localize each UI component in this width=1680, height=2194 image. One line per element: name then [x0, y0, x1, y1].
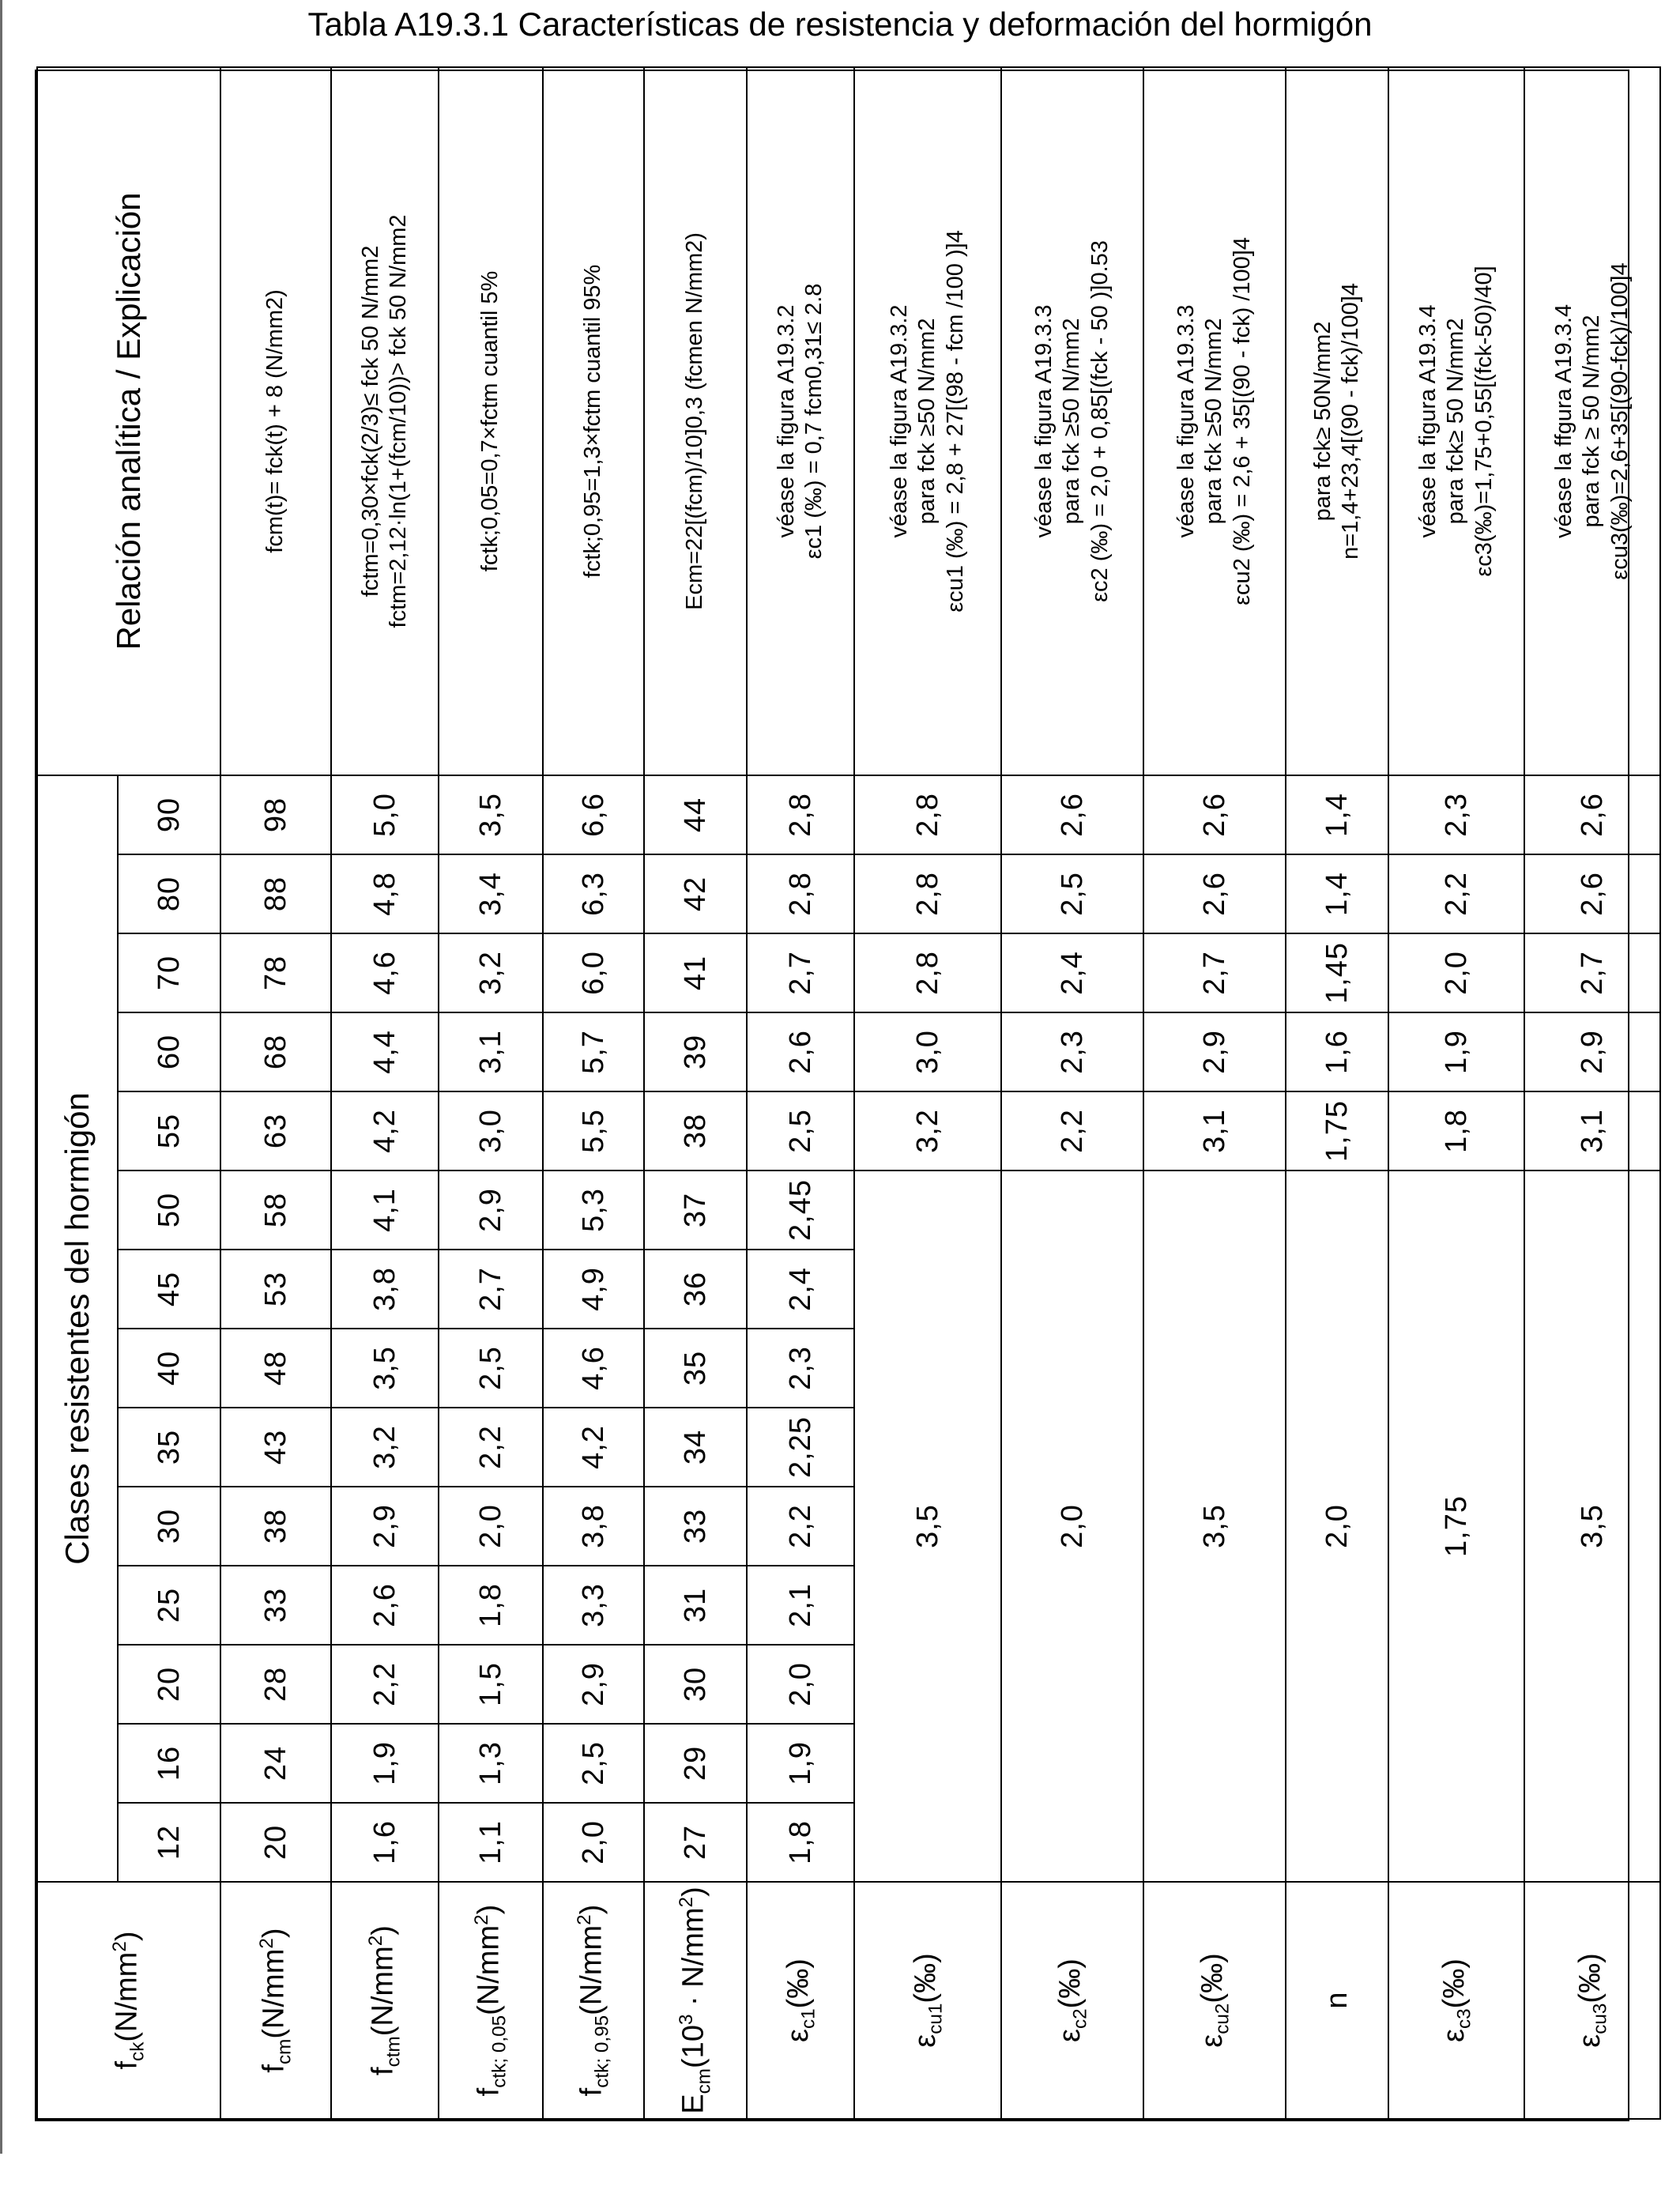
class-cell: 70: [118, 933, 220, 1012]
page-title: Tabla A19.3.1 Características de resistencia y deformación del hormigón: [307, 6, 1373, 43]
value-cell: 88: [220, 854, 331, 933]
value-cell: 2,0: [543, 1803, 644, 1882]
value-cell: 2,9: [331, 1487, 439, 1566]
relation-cell: [644, 67, 747, 775]
class-cell: 55: [118, 1091, 220, 1171]
value-cell: 38: [644, 1091, 747, 1171]
class-cell: 20: [118, 1645, 220, 1724]
class-cell: 12: [118, 1803, 220, 1882]
relation-cell: [439, 67, 543, 775]
relation-line: εcu3(‰)=2,6+35[(90-fck)/100]4: [1607, 262, 1633, 580]
class-cell: 80: [118, 854, 220, 933]
row-ec2: [1001, 67, 1143, 2119]
relation-line: fctk;0,95=1,3×fctm cuantil 95%: [580, 264, 606, 579]
value-cell: 2,0: [1388, 933, 1524, 1012]
value-cell: 2,9: [1143, 1012, 1286, 1091]
row-label-n: n: [1286, 1882, 1388, 2119]
value-cell: 1,6: [1286, 1012, 1388, 1091]
value-cell: 1,1: [439, 1803, 543, 1882]
relation-cell: [1143, 67, 1286, 775]
value-cell: 2,6: [747, 1012, 854, 1091]
relation-line: fctm=0,30×fck(2/3)≤ fck 50 N/mm2: [357, 245, 383, 598]
row-label-fck: $f_{ck}(N/mm^2)$: [37, 1882, 220, 2119]
value-cell: 2,9: [543, 1645, 644, 1724]
value-cell: 34: [644, 1408, 747, 1487]
value-cell: 4,8: [331, 854, 439, 933]
value-cell: 2,7: [1524, 933, 1660, 1012]
value-cell: 3,1: [439, 1012, 543, 1091]
class-cell: 50: [118, 1171, 220, 1250]
value-cell: 5,7: [543, 1012, 644, 1091]
common-value-cell: 2,0: [1286, 1171, 1388, 1882]
relation-line: para fck ≥50 N/mm2: [914, 318, 940, 525]
value-cell: 5,3: [543, 1171, 644, 1250]
value-cell: 3,2: [854, 1091, 1001, 1171]
value-cell: 1,4: [1286, 854, 1388, 933]
value-cell: 1,75: [1286, 1091, 1388, 1171]
value-cell: 2,2: [331, 1645, 439, 1724]
table-container: [35, 70, 1633, 2121]
relation-line: véase la figura A19.3.3: [1173, 304, 1199, 538]
value-cell: 2,6: [331, 1566, 439, 1645]
value-cell: 2,45: [747, 1171, 854, 1250]
value-cell: 3,5: [439, 775, 543, 854]
row-ecu3: [1524, 67, 1660, 2119]
row-ecm: [644, 67, 747, 2119]
value-cell: 4,4: [331, 1012, 439, 1091]
value-cell: 2,6: [1143, 854, 1286, 933]
value-cell: 53: [220, 1250, 331, 1329]
row-fctk005: [439, 67, 543, 2119]
class-cell: 40: [118, 1329, 220, 1408]
value-cell: 2,2: [1001, 1091, 1143, 1171]
relation-cell: [854, 67, 1001, 775]
value-cell: 2,5: [747, 1091, 854, 1171]
common-value-cell: 3,5: [1524, 1171, 1660, 1882]
relation-line: para fck≥ 50 N/mm2: [1443, 318, 1469, 525]
value-cell: 4,9: [543, 1250, 644, 1329]
value-cell: 1,3: [439, 1724, 543, 1803]
value-cell: 2,1: [747, 1566, 854, 1645]
relation-line: para fck ≥ 50 N/mm2: [1579, 315, 1605, 528]
relation-cell: [220, 67, 331, 775]
value-cell: 58: [220, 1171, 331, 1250]
relation-line: véase la ffgura A19.3.4: [1550, 303, 1576, 539]
class-cell: 90: [118, 775, 220, 854]
value-cell: 42: [644, 854, 747, 933]
value-cell: 2,3: [747, 1329, 854, 1408]
row-fctm: [331, 67, 439, 2119]
value-cell: 98: [220, 775, 331, 854]
value-cell: 2,3: [1001, 1012, 1143, 1091]
row-ec1: [747, 67, 854, 2119]
value-cell: 43: [220, 1408, 331, 1487]
value-cell: 33: [644, 1487, 747, 1566]
row-label-fctk095: $f_{ctk; 0,95}(N/mm^2)$: [543, 1882, 644, 2119]
value-cell: 36: [644, 1250, 747, 1329]
value-cell: 3,0: [439, 1091, 543, 1171]
value-cell: 6,3: [543, 854, 644, 933]
value-cell: 28: [220, 1645, 331, 1724]
value-cell: 1,45: [1286, 933, 1388, 1012]
value-cell: 38: [220, 1487, 331, 1566]
row-label-ecu1: $\varepsilon_{cu1}(‰)$: [854, 1882, 1001, 2119]
value-cell: 2,9: [1524, 1012, 1660, 1091]
value-cell: 33: [220, 1566, 331, 1645]
row-label-ecu3: $\varepsilon_{cu3}(‰)$: [1524, 1882, 1660, 2119]
value-cell: 2,0: [439, 1487, 543, 1566]
value-cell: 68: [220, 1012, 331, 1091]
value-cell: 63: [220, 1091, 331, 1171]
value-cell: 2,8: [747, 775, 854, 854]
value-cell: 1,9: [1388, 1012, 1524, 1091]
value-cell: 1,6: [331, 1803, 439, 1882]
value-cell: 37: [644, 1171, 747, 1250]
value-cell: 1,9: [747, 1724, 854, 1803]
relation-line: εc2 (‰) = 2,0 + 0,85[(fck - 50 )]0.53: [1087, 240, 1113, 602]
row-label-fctk005: $f_{ctk; 0,05}(N/mm^2)$: [439, 1882, 543, 2119]
value-cell: 3,8: [331, 1250, 439, 1329]
class-cell: 30: [118, 1487, 220, 1566]
value-cell: 24: [220, 1724, 331, 1803]
row-label-ec1: $\varepsilon_{c1}(‰)$: [747, 1882, 854, 2119]
relation-line: εc3(‰)=1,75+0,55[(fck-50)/40]: [1471, 266, 1497, 577]
row-label-ecm: $E_{cm}(10^3 \cdot N/mm^2)$: [644, 1882, 747, 2119]
value-cell: 78: [220, 933, 331, 1012]
value-cell: 2,6: [1143, 775, 1286, 854]
relation-line: véase la figura A19.3.4: [1414, 304, 1441, 538]
relation-line: fctm=2,12·ln(1+(fcm/10))> fck 50 N/mm2: [386, 214, 411, 628]
value-cell: 20: [220, 1803, 331, 1882]
row-ecu1: [854, 67, 1001, 2119]
value-cell: 3,2: [439, 933, 543, 1012]
common-value-cell: 2,0: [1001, 1171, 1143, 1882]
value-cell: 2,8: [854, 854, 1001, 933]
value-cell: 44: [644, 775, 747, 854]
relation-line: fctk;0,05=0,7×fctm cuantil 5%: [477, 270, 503, 572]
relation-cell: [1286, 67, 1388, 775]
value-cell: 2,8: [747, 854, 854, 933]
row-fcm: [220, 67, 331, 2119]
value-cell: 1,9: [331, 1724, 439, 1803]
value-cell: 41: [644, 933, 747, 1012]
value-cell: 2,7: [439, 1250, 543, 1329]
relation-line: para fck ≥50 N/mm2: [1201, 318, 1227, 525]
value-cell: 2,5: [543, 1724, 644, 1803]
value-cell: 2,2: [747, 1487, 854, 1566]
class-cell: 16: [118, 1724, 220, 1803]
value-cell: 2,6: [1524, 854, 1660, 933]
value-cell: 29: [644, 1724, 747, 1803]
value-cell: 3,8: [543, 1487, 644, 1566]
row-ecu2: [1143, 67, 1286, 2119]
row-n: [1286, 67, 1388, 2119]
value-cell: 2,7: [747, 933, 854, 1012]
value-cell: 2,6: [1001, 775, 1143, 854]
class-cell: 25: [118, 1566, 220, 1645]
value-cell: 35: [644, 1329, 747, 1408]
relation-line: εc1 (‰) = 0,7 fcm0,31≤ 2.8: [801, 283, 827, 560]
value-cell: 48: [220, 1329, 331, 1408]
value-cell: 2,8: [854, 775, 1001, 854]
value-cell: 2,3: [1388, 775, 1524, 854]
relation-line: n=1,4+23,4[(90 - fck)/100]4: [1338, 283, 1363, 560]
row-label-fctm: $f_{ctm}(N/mm^2)$: [331, 1882, 439, 2119]
value-cell: 1,8: [747, 1803, 854, 1882]
relation-line: para fck≥ 50N/mm2: [1309, 321, 1335, 522]
class-cell: 35: [118, 1408, 220, 1487]
value-cell: 4,1: [331, 1171, 439, 1250]
value-cell: 2,2: [439, 1408, 543, 1487]
value-cell: 6,0: [543, 933, 644, 1012]
value-cell: 3,4: [439, 854, 543, 933]
relation-line: véase la figura A19.3.3: [1030, 304, 1057, 538]
value-cell: 3,2: [331, 1408, 439, 1487]
value-cell: 2,7: [1143, 933, 1286, 1012]
value-cell: 39: [644, 1012, 747, 1091]
value-cell: 2,2: [1388, 854, 1524, 933]
value-cell: 3,1: [1524, 1091, 1660, 1171]
header-classes: Clases resistentes del hormigón: [37, 775, 118, 1882]
class-cell: 45: [118, 1250, 220, 1329]
value-cell: 2,5: [1001, 854, 1143, 933]
value-cell: 3,5: [331, 1329, 439, 1408]
relation-cell: [331, 67, 439, 775]
value-cell: 2,4: [747, 1250, 854, 1329]
relation-line: εcu1 (‰) = 2,8 + 27[(98 - fcm /100 )]4: [942, 230, 968, 613]
common-value-cell: 3,5: [1143, 1171, 1286, 1882]
value-cell: 6,6: [543, 775, 644, 854]
relation-cell: [747, 67, 854, 775]
row-label-ec3: $\varepsilon_{c3}(‰)$: [1388, 1882, 1524, 2119]
class-cell: 60: [118, 1012, 220, 1091]
relation-cell: [1001, 67, 1143, 775]
value-cell: 31: [644, 1566, 747, 1645]
relation-line: véase la figura A19.3.2: [773, 304, 799, 538]
value-cell: 30: [644, 1645, 747, 1724]
left-margin-rule: [0, 0, 2, 2154]
relation-line: véase la figura A19.3.2: [886, 304, 912, 538]
row-fctk095: [543, 67, 644, 2119]
value-cell: 4,2: [331, 1091, 439, 1171]
value-cell: 2,8: [854, 933, 1001, 1012]
relation-line: fcm(t)= fck(t) + 8 (N/mm2): [262, 289, 288, 553]
common-value-cell: 1,75: [1388, 1171, 1524, 1882]
relation-cell: [1388, 67, 1524, 775]
row-label-ecu2: $\varepsilon_{cu2}(‰)$: [1143, 1882, 1286, 2119]
row-ec3: [1388, 67, 1524, 2119]
value-cell: 5,0: [331, 775, 439, 854]
value-cell: 1,4: [1286, 775, 1388, 854]
value-cell: 4,6: [331, 933, 439, 1012]
concrete-properties-table: [36, 66, 1661, 2120]
value-cell: 3,1: [1143, 1091, 1286, 1171]
value-cell: 2,6: [1524, 775, 1660, 854]
relation-line: εcu2 (‰) = 2,6 + 35[(90 - fck) /100]4: [1229, 237, 1255, 605]
value-cell: 3,0: [854, 1012, 1001, 1091]
value-cell: 2,9: [439, 1171, 543, 1250]
value-cell: 2,0: [747, 1645, 854, 1724]
header-relation: Relación analítica / Explicación: [37, 67, 220, 775]
value-cell: 27: [644, 1803, 747, 1882]
row-label-ec2: $\varepsilon_{c2}(‰)$: [1001, 1882, 1143, 2119]
value-cell: 2,25: [747, 1408, 854, 1487]
value-cell: 1,5: [439, 1645, 543, 1724]
value-cell: 1,8: [439, 1566, 543, 1645]
relation-cell: [1524, 67, 1660, 775]
row-label-fcm: $f_{cm}(N/mm^2)$: [220, 1882, 331, 2119]
relation-line: Ecm=22[(fcm)/10]0,3 (fcmen N/mm2): [682, 232, 708, 610]
value-cell: 3,3: [543, 1566, 644, 1645]
value-cell: 4,2: [543, 1408, 644, 1487]
value-cell: 4,6: [543, 1329, 644, 1408]
value-cell: 5,5: [543, 1091, 644, 1171]
value-cell: 1,8: [1388, 1091, 1524, 1171]
relation-cell: [543, 67, 644, 775]
value-cell: 2,5: [439, 1329, 543, 1408]
common-value-cell: 3,5: [854, 1171, 1001, 1882]
value-cell: 2,4: [1001, 933, 1143, 1012]
relation-line: para fck ≥50 N/mm2: [1059, 318, 1085, 525]
